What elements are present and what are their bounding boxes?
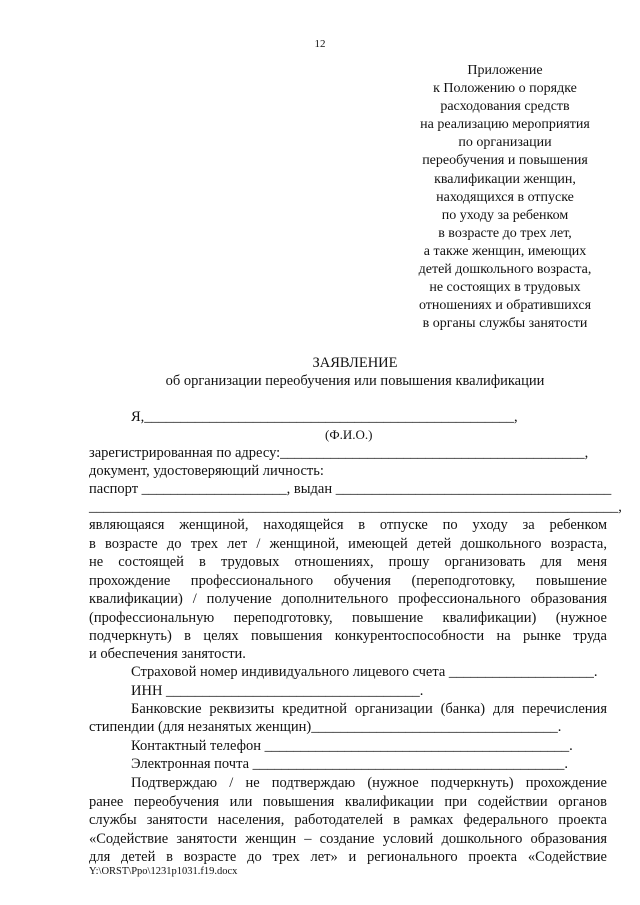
- paragraph-line: в возрасте до трех лет / женщиной, имеющей детей дошкольного возраста,: [89, 535, 607, 552]
- bank-line: Банковские реквизиты кредитной организации (банка) для перечисления: [131, 701, 607, 717]
- paragraph-line: «Содействие занятости женщин – создание условий дошкольного образования: [89, 830, 607, 847]
- page-number: 12: [314, 38, 326, 50]
- file-path-footer: Y:\ORST\Ppo\1231p1031.f19.docx: [89, 866, 238, 877]
- annex-line: Приложение: [467, 63, 543, 78]
- document-title: ЗАЯВЛЕНИЕ: [312, 355, 398, 371]
- document-subtitle: об организации переобучения или повышения квалификации: [165, 373, 545, 389]
- annex-block: [400, 62, 610, 333]
- annex-line: детей дошкольного возраста,: [418, 262, 592, 278]
- blank-line: _________________________________________________________________________,: [89, 499, 622, 515]
- bank-line: стипендии (для незанятых женщин)__________________________________.: [89, 719, 562, 735]
- paragraph-line: квалификации) / получение дополнительного профессионального образования: [89, 591, 607, 607]
- paragraph-line: являющаяся женщиной, находящейся в отпуске по уходу за ребенком: [89, 517, 607, 533]
- phone-line: Контактный телефон __________________________________________.: [131, 738, 573, 754]
- address-line: зарегистрированная по адресу:__________________________________________,: [89, 445, 589, 461]
- fio-line: Я,___________________________________________________,: [131, 409, 518, 425]
- annex-line: не состоящих в трудовых: [429, 280, 581, 296]
- fio-caption: (Ф.И.О.): [325, 427, 373, 442]
- email-line: Электронная почта ___________________________________________.: [131, 756, 569, 772]
- annex-line: к Положению о порядке: [433, 81, 577, 97]
- paragraph-line: ранее переобучения или повышения квалификации при содействии органов: [89, 793, 607, 810]
- annex-line: переобучения и повышения: [422, 153, 588, 169]
- annex-line: а также женщин, имеющих: [423, 243, 587, 259]
- paragraph-line: не состоящей в трудовых отношениях, прошу организовать для меня: [89, 554, 607, 570]
- annex-line: на реализацию мероприятия: [420, 117, 590, 133]
- annex-line: в возрасте до трех лет,: [438, 225, 572, 241]
- annex-line: квалификации женщин,: [434, 171, 576, 187]
- annex-line: расходования средств: [440, 99, 570, 115]
- annex-line: в органы службы занятости: [422, 316, 588, 332]
- annex-line: находящихся в отпуске: [436, 189, 574, 205]
- document-line: документ, удостоверяющий личность:: [89, 463, 324, 479]
- paragraph-line: Подтверждаю / не подтверждаю (нужное подчеркнуть) прохождение: [131, 775, 607, 791]
- paragraph-line: службы занятости населения, работодателей в рамках федерального проекта: [89, 812, 607, 828]
- paragraph-line: (профессиональную переподготовку, повышение квалификации) (нужное: [89, 609, 607, 626]
- inn-line: ИНН ___________________________________.: [131, 683, 424, 699]
- annex-line: по организации: [458, 135, 552, 151]
- passport-line: паспорт ____________________, выдан ______________________________________: [89, 481, 612, 497]
- annex-line: по уходу за ребенком: [441, 207, 569, 223]
- paragraph-line: подчеркнуть) в целях повышения конкурентоспособности на рынке труда: [89, 628, 607, 644]
- paragraph-line: и обеспечения занятости.: [89, 646, 246, 662]
- paragraph-line: для детей в возрасте до трех лет» и регионального проекта «Содействие: [89, 849, 607, 865]
- paragraph-line: прохождение профессионального обучения (переподготовку, повышение: [89, 572, 607, 589]
- snils-line: Страховой номер индивидуального лицевого счета ____________________.: [131, 664, 598, 680]
- annex-line: отношениях и обратившихся: [418, 298, 592, 314]
